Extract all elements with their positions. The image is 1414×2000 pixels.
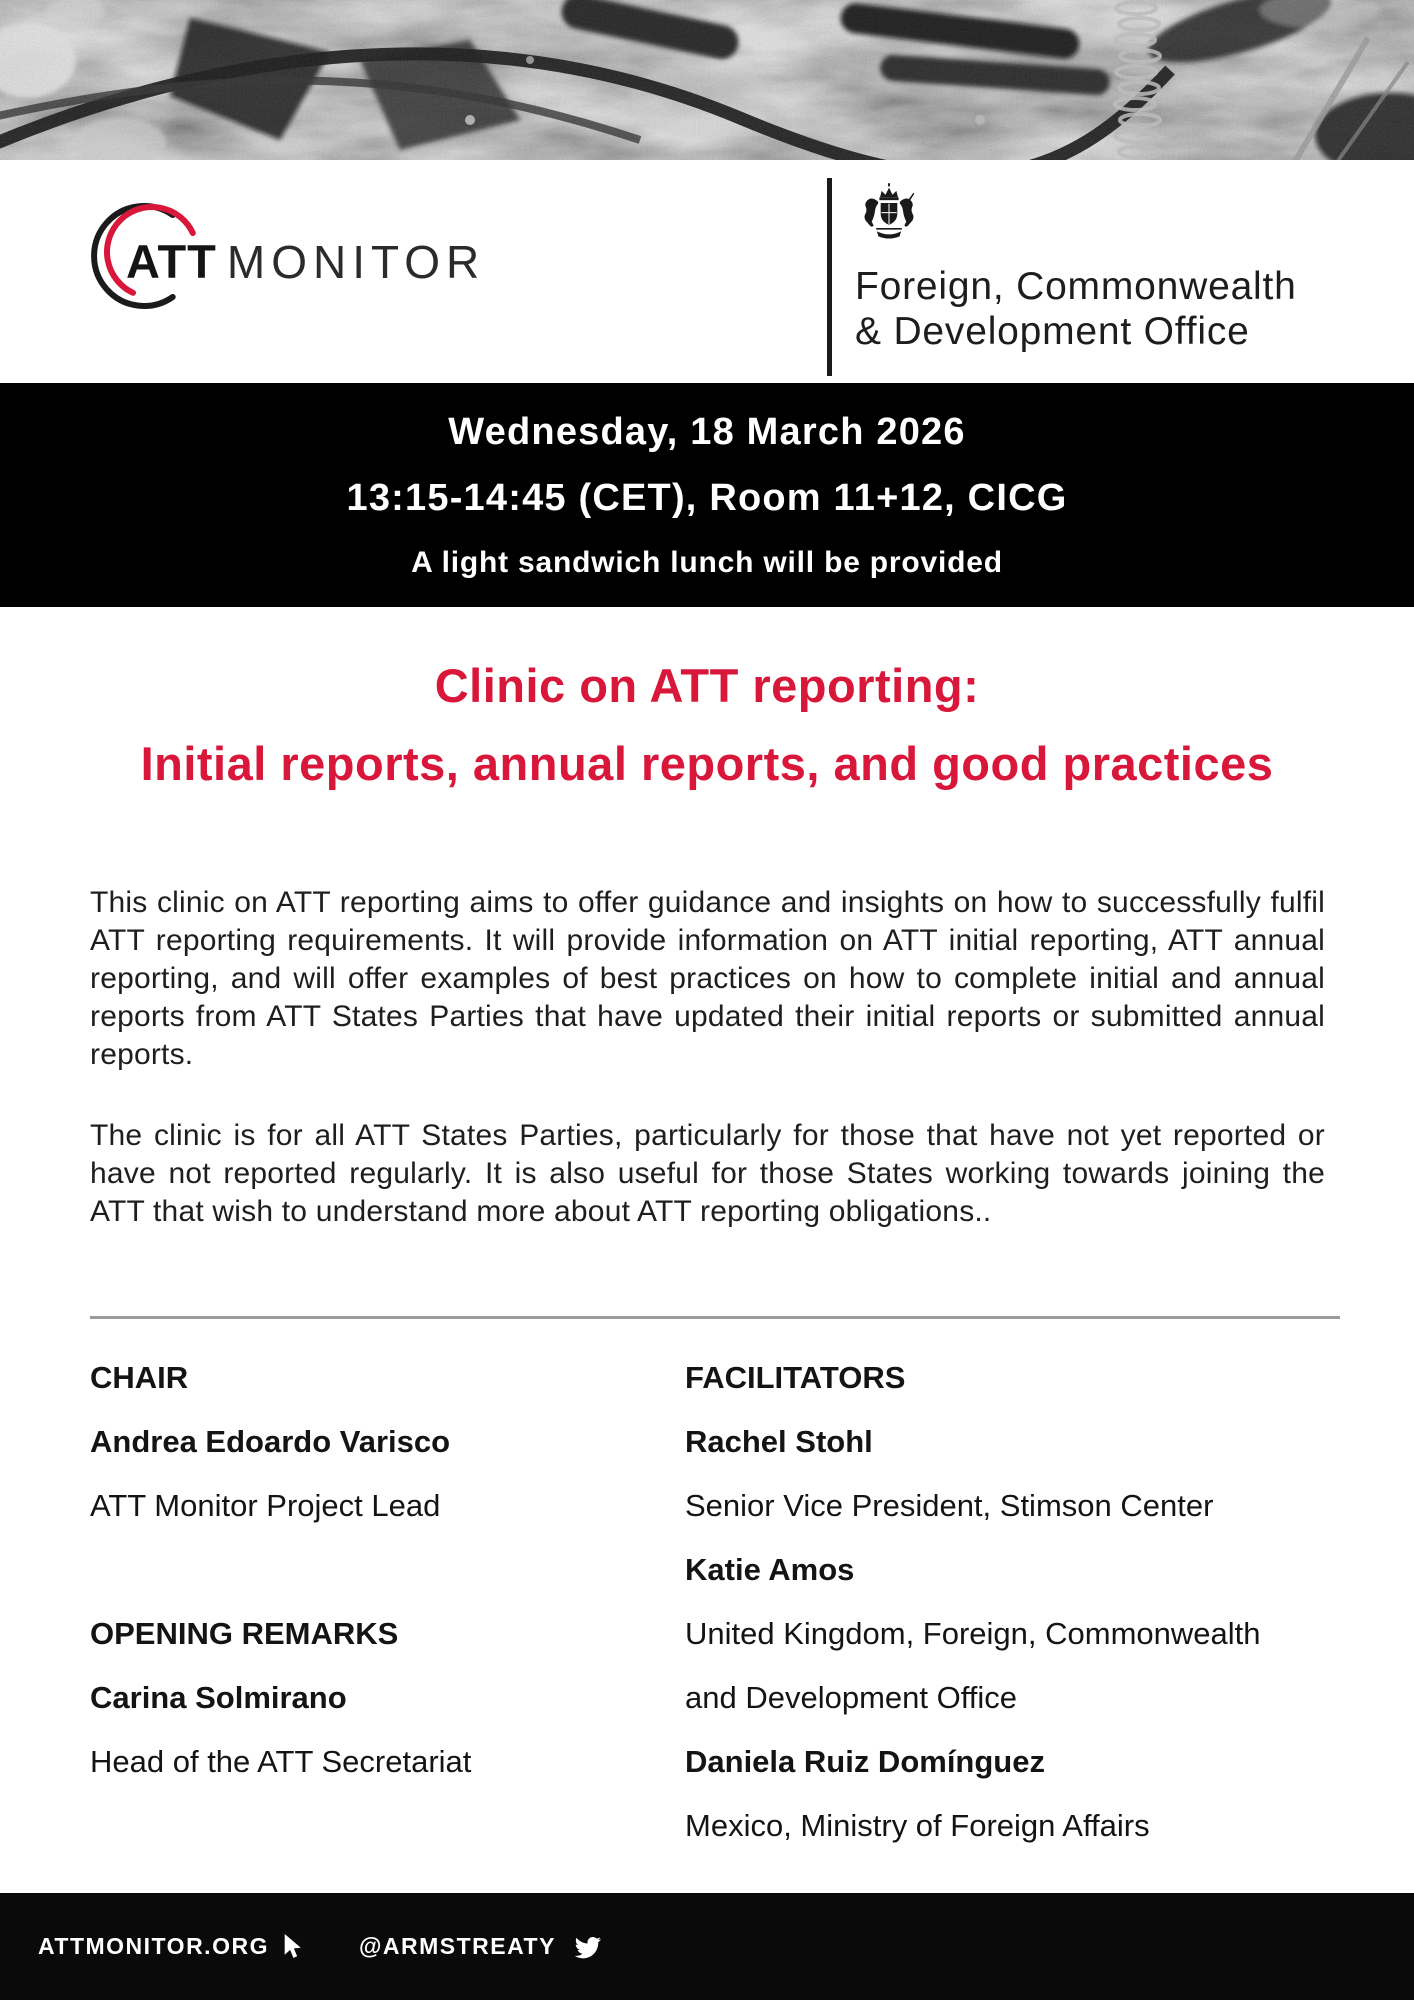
facilitator-3-role: Mexico, Ministry of Foreign Affairs [685,1808,1150,1843]
event-time-room: 13:15-14:45 (CET), Room 11+12, CICG [346,476,1068,519]
event-banner [0,383,1414,607]
event-title [0,647,1414,803]
twitter-handle-text[interactable]: @ARMSTREATY [358,1933,556,1959]
footer-bar [0,1893,1414,2000]
event-date: Wednesday, 18 March 2026 [448,410,966,453]
twitter-icon [570,1933,602,1960]
facilitator-1-name: Rachel Stohl [685,1424,873,1459]
event-description [90,884,1325,1231]
opening-remarks-role: Head of the ATT Secretariat [90,1744,472,1779]
facilitator-2-name: Katie Amos [685,1552,855,1587]
event-title-line1: Clinic on ATT reporting: [434,659,980,712]
event-title-line2: Initial reports, annual reports, and good practices [140,737,1274,790]
facilitators-column [685,1346,1400,1858]
opening-remarks-name: Carina Solmirano [90,1680,347,1715]
att-logo-att-text: ATT [126,235,217,288]
fcdo-wordmark [855,264,1297,354]
chair-role: ATT Monitor Project Lead [90,1488,441,1523]
fcdo-logo-content [855,178,1297,376]
fcdo-vertical-bar [827,178,832,376]
opening-remarks-heading: OPENING REMARKS [90,1616,399,1651]
twitter-link[interactable] [359,1933,602,1960]
section-divider [90,1316,1340,1319]
facilitator-1-role: Senior Vice President, Stimson Center [685,1488,1214,1523]
fcdo-wordmark-line1: Foreign, Commonwealth [855,265,1297,308]
website-link[interactable] [38,1933,304,1960]
fcdo-logo [827,178,1297,376]
cursor-arrow-icon [282,1933,304,1960]
att-logo-monitor-text: MONITOR [226,236,486,288]
event-lunch-note: A light sandwich lunch will be provided [411,545,1003,579]
chair-column [90,1346,650,1794]
att-monitor-wordmark [126,234,485,289]
facilitator-3-name: Daniela Ruiz Domínguez [685,1744,1045,1779]
facilitator-2-role-line1: United Kingdom, Foreign, Commonwealth [685,1616,1261,1651]
website-url-text[interactable]: ATTMONITOR.ORG [38,1933,269,1959]
chair-heading: CHAIR [90,1360,189,1395]
chair-name: Andrea Edoardo Varisco [90,1424,451,1459]
facilitators-heading: FACILITATORS [685,1360,906,1395]
hero-photo [0,0,1414,160]
description-paragraph-2: The clinic is for all ATT States Parties, particularly for those that have not yet reported or have not reported regularly. It is also useful for those States working towards joining the ATT that wish to understand more about ATT reporting obligations.. [90,1119,1325,1228]
fcdo-wordmark-line2: & Development Office [855,310,1250,353]
facilitator-2-role-line2: and Development Office [685,1680,1018,1715]
att-monitor-logo [86,194,566,322]
hero-photo-graphic [0,0,1414,160]
description-paragraph-1: This clinic on ATT reporting aims to offer guidance and insights on how to successfully fulfil ATT reporting requirements. It will provide information on ATT initial reporting, ATT annual reporting, and will offer examples of best practices on how to complete initial and annual reports from ATT States Parties that have updated their initial reports or submitted annual reports. [90,886,1325,1071]
royal-crest-icon [857,182,921,258]
